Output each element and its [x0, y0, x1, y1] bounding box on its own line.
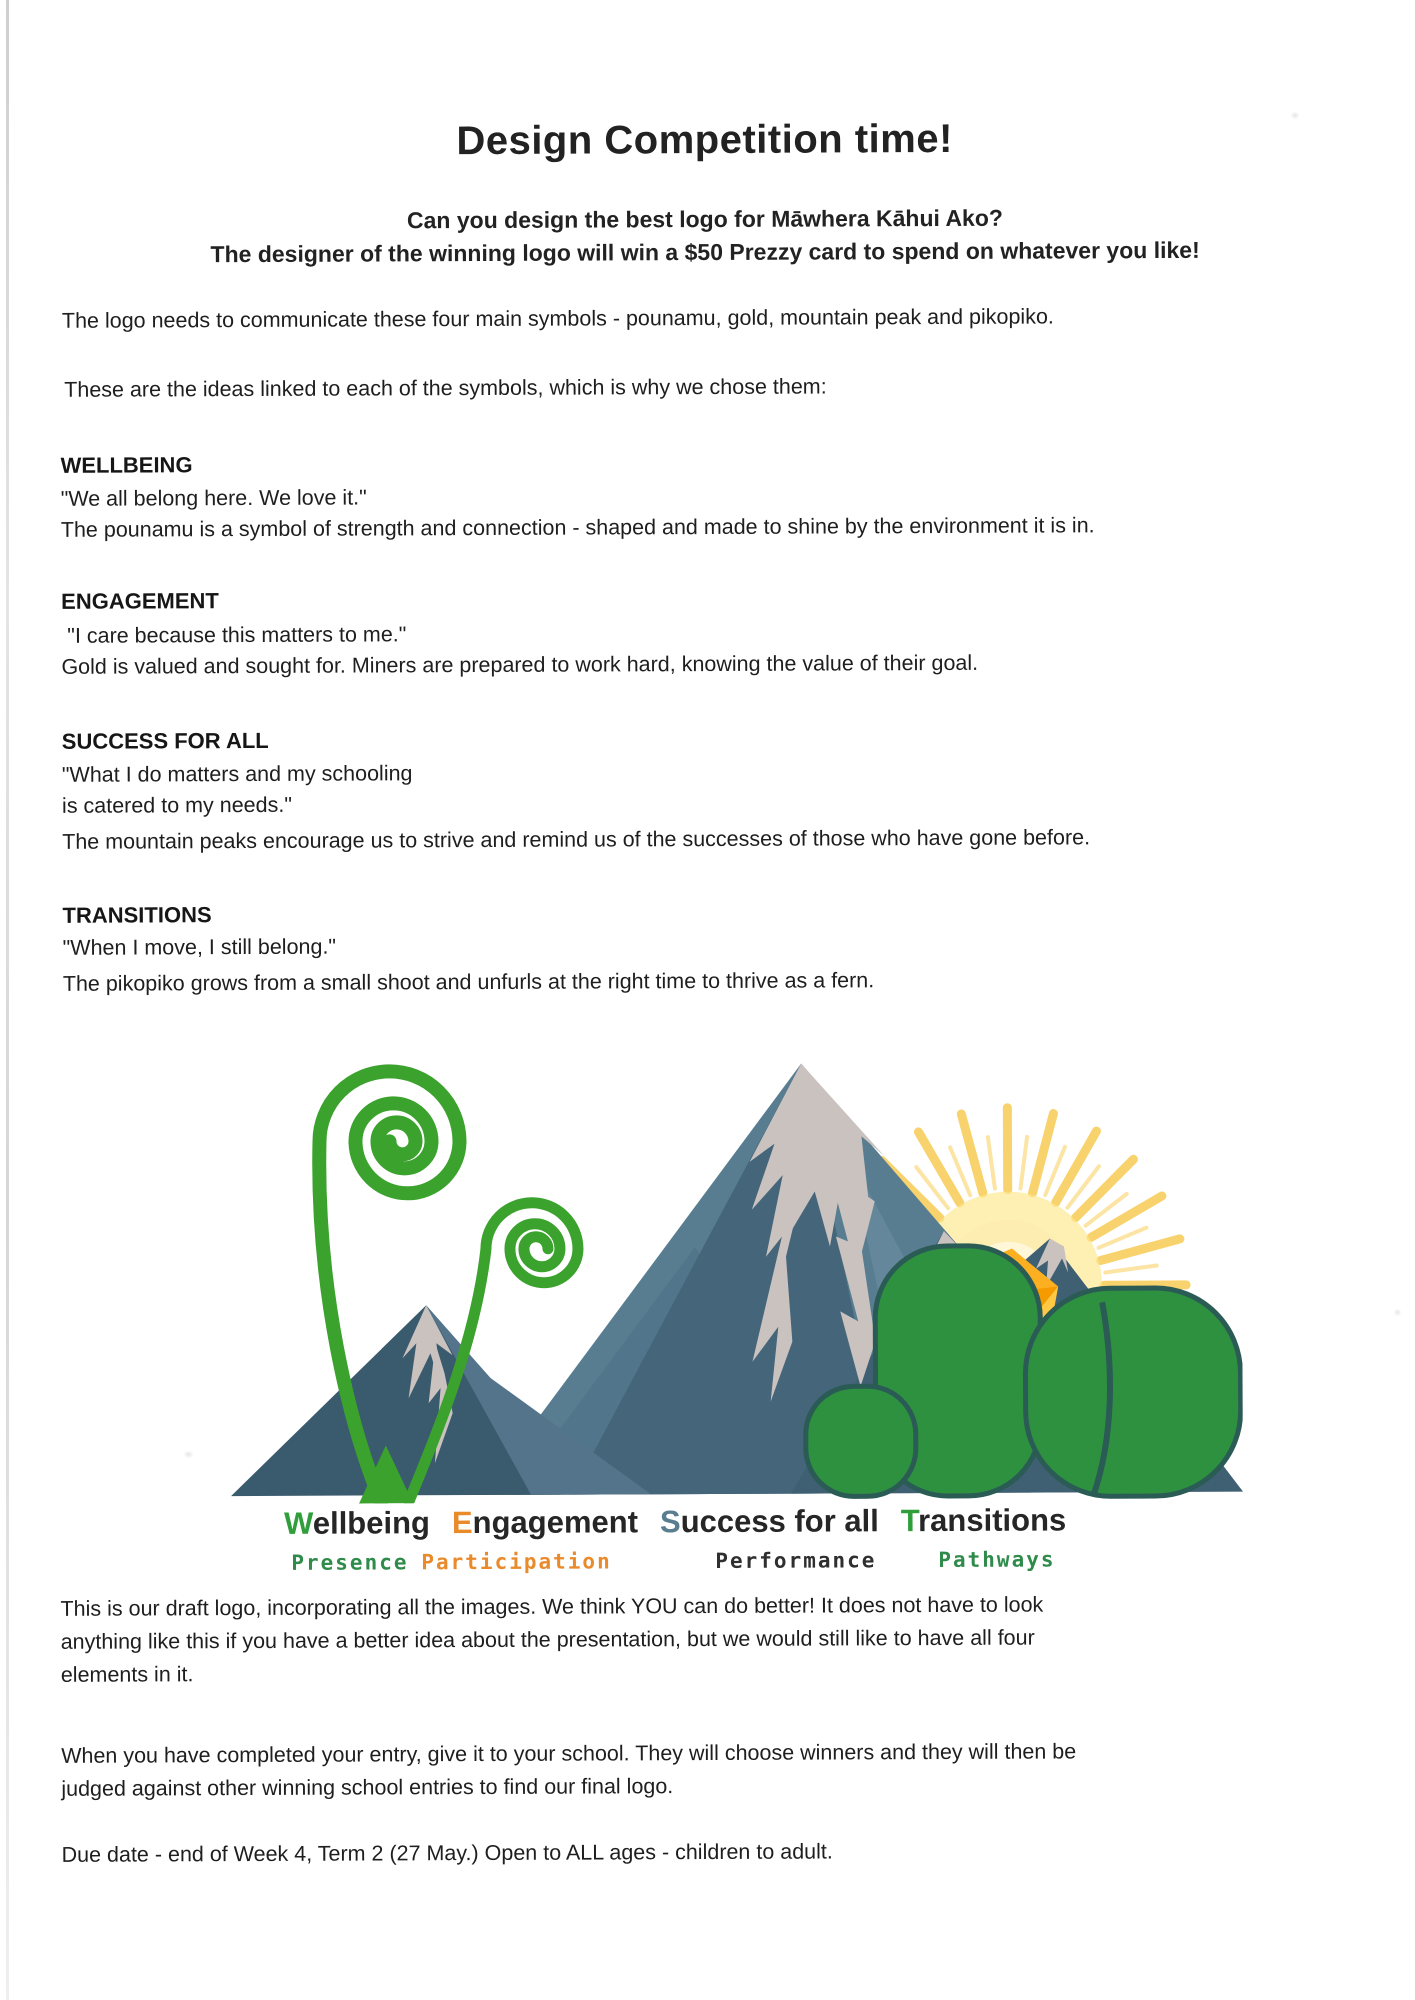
due-date-line: Due date - end of Week 4, Term 2 (27 May.) Open to ALL ages - children to adult.	[61, 1839, 833, 1867]
closing-paragraph-1-line-1: This is our draft logo, incorporating all the images. We think YOU can do better! It does not have to look	[60, 1592, 1044, 1621]
section-engagement-quote: "I care because this matters to me."	[67, 622, 407, 648]
section-transitions-quote: "When I move, I still belong."	[62, 934, 337, 960]
section-success-quote-line-1: "What I do matters and my schooling	[61, 761, 413, 787]
section-heading-transitions: TRANSITIONS	[62, 902, 212, 928]
section-transitions-body: The pikopiko grows from a small shoot and unfurls at the right time to thrive as a fern.	[62, 968, 875, 996]
section-success-quote-line-2: is catered to my needs."	[61, 792, 292, 818]
caption-word-engagement: Engagement	[451, 1504, 639, 1541]
caption-sub-pathways: Pathways	[938, 1547, 1056, 1572]
section-heading-wellbeing: WELLBEING	[60, 452, 193, 478]
subtitle-line-1: Can you design the best logo for Māwhera Kāhui Ako?	[406, 204, 1003, 234]
logo-caption	[3, 1501, 1347, 1543]
section-wellbeing-body: The pounamu is a symbol of strength and connection - shaped and made to shine by the environment it is in.	[60, 513, 1095, 542]
caption-word-success-for-all: Success for all	[659, 1503, 879, 1540]
closing-paragraph-2-line-1: When you have completed your entry, give it to your school. They will choose winners and they will then be	[61, 1739, 1077, 1768]
closing-paragraph-1-line-3: elements in it.	[60, 1662, 194, 1687]
closing-paragraph-1-line-2: anything like this if you have a better idea about the presentation, but we would still like to have all four	[60, 1625, 1035, 1654]
draft-logo-illustration	[229, 1040, 1243, 1504]
section-heading-success-for-all: SUCCESS FOR ALL	[61, 727, 269, 754]
caption-sub-participation: Participation	[421, 1549, 612, 1575]
intro-line-2: These are the ideas linked to each of the symbols, which is why we chose them:	[64, 374, 827, 402]
closing-paragraph-2-line-2: judged against other winning school entries to find our final logo.	[61, 1774, 674, 1801]
caption-sub-presence: Presence	[291, 1550, 409, 1575]
subtitle-line-2: The designer of the winning logo will win a $50 Prezzy card to spend on whatever you like!	[210, 236, 1200, 268]
section-success-body: The mountain peaks encourage us to strive and remind us of the successes of those who have gone before.	[62, 825, 1091, 854]
section-engagement-body: Gold is valued and sought for. Miners are prepared to work hard, knowing the value of their goal.	[61, 650, 979, 679]
section-heading-engagement: ENGAGEMENT	[61, 588, 219, 614]
page-title: Design Competition time!	[456, 116, 953, 164]
section-wellbeing-quote: "We all belong here. We love it."	[60, 485, 367, 511]
caption-word-wellbeing: Wellbeing	[284, 1505, 431, 1541]
logo-svg	[229, 1040, 1243, 1504]
caption-word-transitions: Transitions	[900, 1502, 1067, 1539]
caption-sub-performance: Performance	[715, 1548, 877, 1573]
intro-line-1: The logo needs to communicate these four main symbols - pounamu, gold, mountain peak and pikopiko.	[61, 304, 1054, 333]
